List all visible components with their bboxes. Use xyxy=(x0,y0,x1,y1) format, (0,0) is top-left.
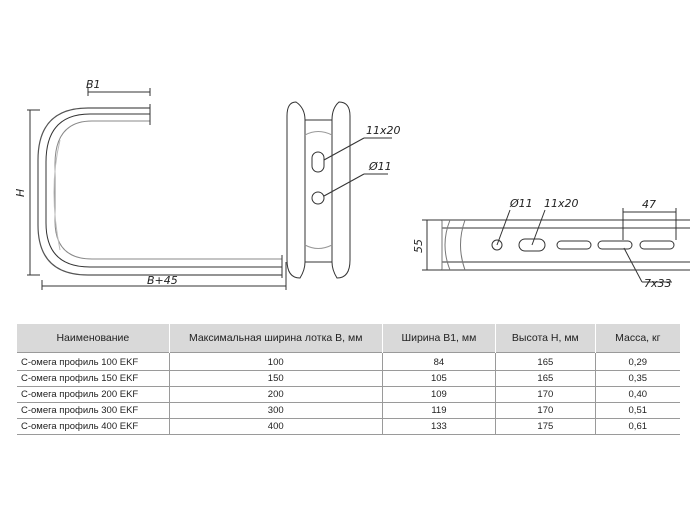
specs-table xyxy=(17,324,680,435)
dim-hole-side: Ø11 xyxy=(369,160,392,173)
cell-height-h: 165 xyxy=(496,371,595,387)
table-row xyxy=(17,353,680,371)
col-header-name: Наименование xyxy=(17,324,169,353)
dim-b45: B+45 xyxy=(147,274,178,287)
table-header-row xyxy=(17,324,680,353)
cell-width-b1: 109 xyxy=(382,387,495,403)
cell-height-h: 165 xyxy=(496,353,595,371)
cell-name: С-омега профиль 400 EKF xyxy=(17,419,169,435)
cell-max-width: 100 xyxy=(169,353,382,371)
col-header-mass: Масса, кг xyxy=(595,324,680,353)
cell-height-h: 175 xyxy=(496,419,595,435)
cell-height-h: 170 xyxy=(496,387,595,403)
dim-47: 47 xyxy=(642,198,656,211)
cell-width-b1: 105 xyxy=(382,371,495,387)
table-row xyxy=(17,403,680,419)
cell-name: С-омега профиль 300 EKF xyxy=(17,403,169,419)
dim-55: 55 xyxy=(412,239,425,253)
cell-max-width: 400 xyxy=(169,419,382,435)
cell-height-h: 170 xyxy=(496,403,595,419)
cell-name: С-омега профиль 200 EKF xyxy=(17,387,169,403)
table-row xyxy=(17,419,680,435)
table-row xyxy=(17,387,680,403)
table-row xyxy=(17,371,680,387)
cell-mass: 0,29 xyxy=(595,353,680,371)
col-header-max-width: Максимальная ширина лотка B, мм xyxy=(169,324,382,353)
cell-mass: 0,40 xyxy=(595,387,680,403)
cell-max-width: 300 xyxy=(169,403,382,419)
dim-h: H xyxy=(14,188,27,197)
dim-7x33: 7x33 xyxy=(644,277,672,290)
cell-mass: 0,35 xyxy=(595,371,680,387)
col-header-width-b1: Ширина B1, мм xyxy=(382,324,495,353)
cell-max-width: 150 xyxy=(169,371,382,387)
cell-width-b1: 119 xyxy=(382,403,495,419)
dim-b1: B1 xyxy=(86,78,101,91)
dim-slot-top: 11x20 xyxy=(544,197,579,210)
dim-hole-top: Ø11 xyxy=(510,197,533,210)
cell-name: С-омега профиль 150 EKF xyxy=(17,371,169,387)
cell-mass: 0,61 xyxy=(595,419,680,435)
col-header-height-h: Высота H, мм xyxy=(496,324,595,353)
cell-name: С-омега профиль 100 EKF xyxy=(17,353,169,371)
cell-mass: 0,51 xyxy=(595,403,680,419)
cell-max-width: 200 xyxy=(169,387,382,403)
dim-slot-side: 11x20 xyxy=(366,124,401,137)
c-profile-view xyxy=(27,88,286,290)
cell-width-b1: 84 xyxy=(382,353,495,371)
top-strip-view xyxy=(422,208,690,282)
cell-width-b1: 133 xyxy=(382,419,495,435)
